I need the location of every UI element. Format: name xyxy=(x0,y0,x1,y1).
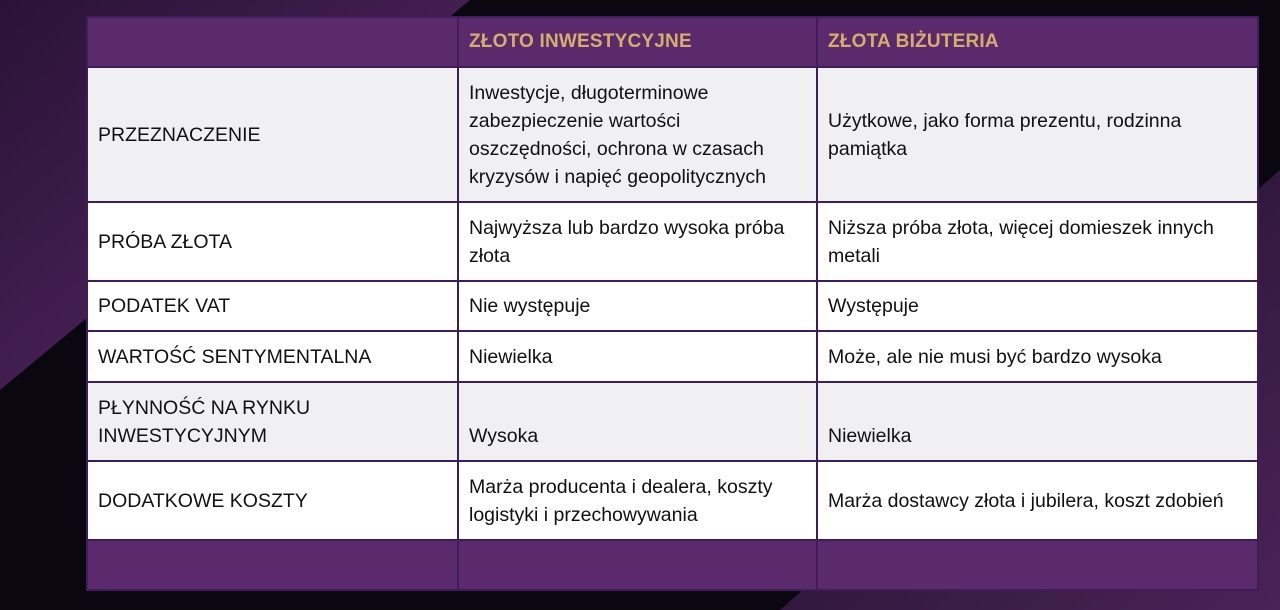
header-cell-empty xyxy=(87,17,458,67)
cell-jewelry: Niewielka xyxy=(817,382,1258,461)
cell-jewelry: Użytkowe, jako forma prezentu, rodzinna pamiątka xyxy=(817,67,1258,202)
row-label: PODATEK VAT xyxy=(87,281,458,331)
cell-investment: Inwestycje, długoterminowe zabezpieczenie wartości oszczędności, ochrona w czasach kryzysów i napięć geopolitycznych xyxy=(458,67,817,202)
cell-investment: Nie występuje xyxy=(458,281,817,331)
cell-jewelry: Może, ale nie musi być bardzo wysoka xyxy=(817,331,1258,382)
footer-cell xyxy=(87,540,458,590)
row-label: PŁYNNOŚĆ NA RYNKU INWESTYCYJNYM xyxy=(87,382,458,461)
header-cell-investment-gold: ZŁOTO INWESTYCYJNE xyxy=(458,17,817,67)
row-label: PRÓBA ZŁOTA xyxy=(87,202,458,281)
table-row xyxy=(87,461,1258,540)
cell-investment: Niewielka xyxy=(458,331,817,382)
cell-investment: Marża producenta i dealera, koszty logistyki i przechowywania xyxy=(458,461,817,540)
table-row xyxy=(87,202,1258,281)
table-row xyxy=(87,382,1258,461)
cell-jewelry: Marża dostawcy złota i jubilera, koszt zdobień xyxy=(817,461,1258,540)
row-label: PRZEZNACZENIE xyxy=(87,67,458,202)
cell-investment: Najwyższa lub bardzo wysoka próba złota xyxy=(458,202,817,281)
comparison-table xyxy=(86,16,1259,591)
table-header-row xyxy=(87,17,1258,67)
header-cell-gold-jewelry: ZŁOTA BIŻUTERIA xyxy=(817,17,1258,67)
cell-jewelry: Występuje xyxy=(817,281,1258,331)
row-label: DODATKOWE KOSZTY xyxy=(87,461,458,540)
table-row xyxy=(87,67,1258,202)
footer-cell xyxy=(817,540,1258,590)
cell-jewelry: Niższa próba złota, więcej domieszek innych metali xyxy=(817,202,1258,281)
table-row xyxy=(87,331,1258,382)
table-row xyxy=(87,281,1258,331)
table-footer-row xyxy=(87,540,1258,590)
row-label: WARTOŚĆ SENTYMENTALNA xyxy=(87,331,458,382)
footer-cell xyxy=(458,540,817,590)
cell-investment: Wysoka xyxy=(458,382,817,461)
